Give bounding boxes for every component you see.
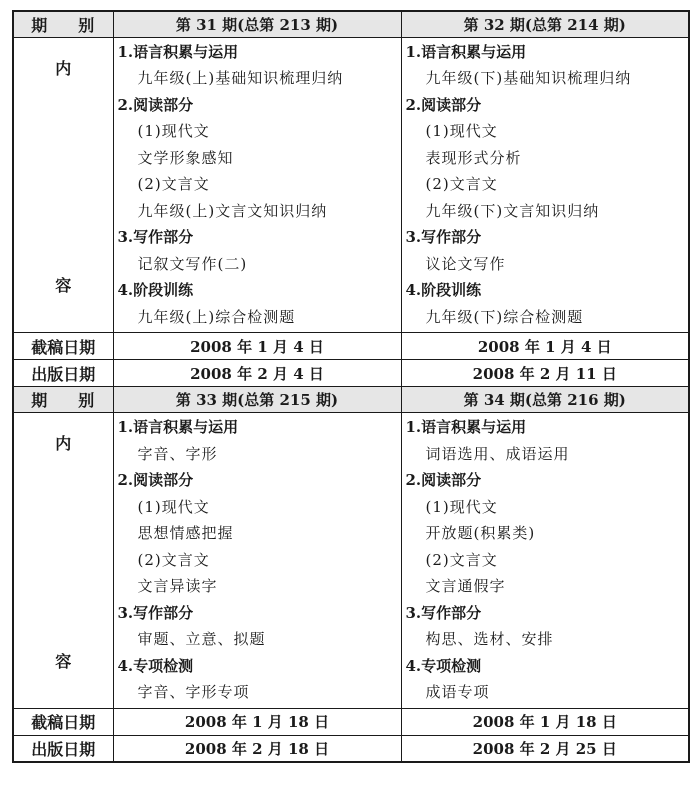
content-item: 表现形式分析 bbox=[425, 148, 522, 167]
issue-contents bbox=[113, 413, 401, 709]
content-column-label bbox=[13, 37, 113, 333]
deadline-date: 2008 年 1 月 18 日 bbox=[401, 708, 689, 735]
deadline-row bbox=[13, 708, 689, 735]
section-heading: 4.阶段训练 bbox=[117, 281, 194, 299]
section-heading: 1.语言积累与运用 bbox=[117, 42, 239, 61]
section-heading: 2.阅读部分 bbox=[405, 95, 482, 114]
issue-label-char: 期 bbox=[31, 15, 49, 35]
issue-contents bbox=[113, 37, 401, 333]
issue-contents bbox=[401, 37, 689, 333]
publish-date: 2008 年 2 月 18 日 bbox=[113, 735, 401, 762]
section-heading: 1.语言积累与运用 bbox=[117, 418, 239, 436]
section-heading: 4.专项检测 bbox=[405, 656, 482, 675]
issue-schedule-table bbox=[12, 10, 690, 763]
content-item: 九年级(上)综合检测题 bbox=[137, 307, 296, 326]
section-heading: 2.阅读部分 bbox=[405, 471, 482, 489]
content-item: 记叙文写作(二) bbox=[137, 254, 248, 273]
content-item: 词语选用、成语运用 bbox=[425, 444, 570, 463]
content-item: 字音、字形专项 bbox=[137, 683, 250, 701]
content-item: 九年级(下)综合检测题 bbox=[425, 307, 584, 326]
issue-content-row bbox=[13, 413, 689, 709]
publish-date: 2008 年 2 月 11 日 bbox=[401, 360, 689, 387]
issue-contents bbox=[401, 413, 689, 709]
section-heading: 3.写作部分 bbox=[117, 228, 194, 246]
content-item: (2)文言文 bbox=[137, 175, 210, 193]
content-label-char: 容 bbox=[55, 276, 72, 295]
content-item: 审题、立意、拟题 bbox=[137, 630, 266, 648]
publish-label: 出版日期 bbox=[13, 360, 113, 387]
content-column-label bbox=[13, 413, 113, 709]
section-heading: 3.写作部分 bbox=[405, 228, 482, 246]
content-item: 九年级(下)基础知识梳理归纳 bbox=[425, 69, 632, 87]
section-heading: 1.语言积累与运用 bbox=[405, 42, 527, 61]
content-label-char: 内 bbox=[55, 58, 72, 78]
issue-column-label bbox=[13, 11, 113, 37]
content-label-char: 容 bbox=[55, 651, 72, 671]
content-item: 九年级(下)文言知识归纳 bbox=[425, 201, 600, 220]
issue-header-row bbox=[13, 387, 689, 413]
content-item: (2)文言文 bbox=[425, 175, 498, 193]
content-item: (2)文言文 bbox=[137, 550, 210, 569]
content-item: (1)现代文 bbox=[425, 497, 498, 516]
section-heading: 3.写作部分 bbox=[117, 603, 194, 622]
issue-label-char: 期 bbox=[31, 391, 49, 410]
content-item: 文学形象感知 bbox=[137, 148, 234, 167]
publish-row bbox=[13, 735, 689, 762]
content-item: (1)现代文 bbox=[425, 122, 498, 140]
issue-header-row bbox=[13, 11, 689, 37]
content-item: (2)文言文 bbox=[425, 550, 498, 569]
issue-label-char: 别 bbox=[78, 391, 96, 410]
section-heading: 3.写作部分 bbox=[405, 603, 482, 622]
section-heading: 2.阅读部分 bbox=[117, 95, 194, 114]
content-item: (1)现代文 bbox=[137, 122, 210, 140]
content-item: 成语专项 bbox=[425, 683, 490, 701]
issue-content-row bbox=[13, 37, 689, 333]
deadline-date: 2008 年 1 月 4 日 bbox=[113, 333, 401, 360]
deadline-label: 截稿日期 bbox=[13, 708, 113, 735]
table-body bbox=[13, 11, 689, 762]
issue-title: 第 31 期(总第 213 期) bbox=[113, 11, 401, 37]
issue-title: 第 33 期(总第 215 期) bbox=[113, 387, 401, 413]
content-item: 九年级(上)基础知识梳理归纳 bbox=[137, 69, 344, 87]
content-item: 议论文写作 bbox=[425, 254, 506, 273]
section-heading: 4.专项检测 bbox=[117, 656, 194, 675]
issue-title: 第 34 期(总第 216 期) bbox=[401, 387, 689, 413]
content-label-char: 内 bbox=[55, 434, 72, 453]
issue-label-char: 别 bbox=[78, 15, 96, 35]
section-heading: 2.阅读部分 bbox=[117, 471, 194, 489]
section-heading: 1.语言积累与运用 bbox=[405, 418, 527, 436]
content-item: 字音、字形 bbox=[137, 444, 218, 463]
issue-title: 第 32 期(总第 214 期) bbox=[401, 11, 689, 37]
publish-date: 2008 年 2 月 4 日 bbox=[113, 360, 401, 387]
issue-column-label bbox=[13, 387, 113, 413]
content-item: 思想情感把握 bbox=[137, 524, 234, 542]
content-item: 构思、选材、安排 bbox=[425, 630, 554, 648]
publish-date: 2008 年 2 月 25 日 bbox=[401, 735, 689, 762]
section-heading: 4.阶段训练 bbox=[405, 281, 482, 299]
content-item: 九年级(上)文言文知识归纳 bbox=[137, 201, 328, 220]
deadline-label: 截稿日期 bbox=[13, 333, 113, 360]
content-item: 开放题(积累类) bbox=[425, 524, 536, 542]
publish-label: 出版日期 bbox=[13, 735, 113, 762]
deadline-date: 2008 年 1 月 18 日 bbox=[113, 708, 401, 735]
deadline-date: 2008 年 1 月 4 日 bbox=[401, 333, 689, 360]
content-item: 文言通假字 bbox=[425, 577, 506, 595]
content-item: 文言异读字 bbox=[137, 577, 218, 595]
content-item: (1)现代文 bbox=[137, 497, 210, 516]
publish-row bbox=[13, 360, 689, 387]
deadline-row bbox=[13, 333, 689, 360]
